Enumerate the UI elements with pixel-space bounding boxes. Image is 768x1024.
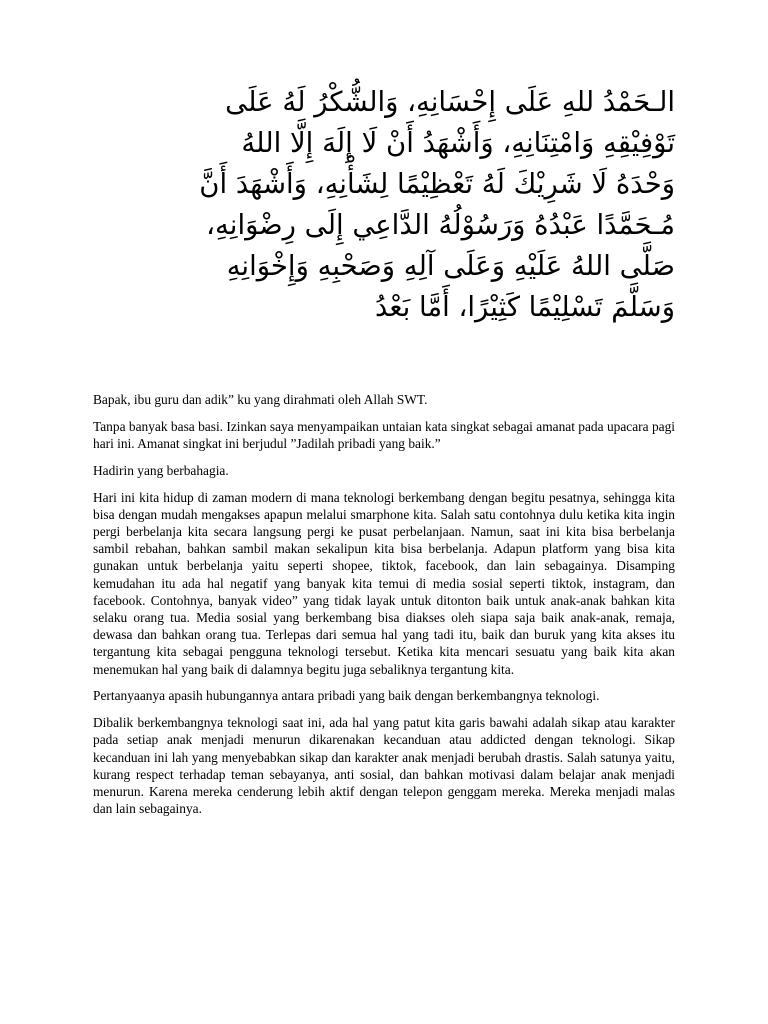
arabic-line: وَحْدَهُ لَا شَرِيْكَ لَهُ تَعْظِيْمًا لِشَأْنِهِ، وَأَشْهَدَ أَنَّ <box>199 168 675 200</box>
arabic-line: تَوْفِيْقِهِ وَامْتِنَانِهِ، وَأَشْهَدُ أَنْ لَا إِلَهَ إِلَّا اللهُ <box>241 127 675 159</box>
arabic-line: وَسَلَّمَ تَسْلِيْمًا كَثِيْرًا، أَمَّا بَعْدُ <box>374 291 675 323</box>
arabic-line: مُـحَمَّدًا عَبْدُهُ وَرَسُوْلُهُ الدَّاعِي إِلَى رِضْوَانِهِ، <box>206 209 675 241</box>
question-paragraph: Pertanyaanya apasih hubungannya antara pribadi yang baik dengan berkembangnya teknologi. <box>93 688 600 704</box>
intro-paragraph: Tanpa banyak basa basi. Izinkan saya menyampaikan untaian kata singkat sebagai amanat pada upacara pagi hari ini. Amanat singkat ini berjudul ”Jadilah pribadi yang baik.” <box>93 418 675 451</box>
arabic-opening-paragraph <box>90 82 675 328</box>
technology-paragraph: Hari ini kita hidup di zaman modern di mana teknologi berkembang dengan begitu pesatnya, sehingga kita bisa dengan mudah mengakses apapun melalui smarphone kita. Salah satu contohnya dulu ketika kita ingin pergi berbelanja kita secara langsung pergi ke pusat perbelanjaan. Namun, saat ini kita bisa berbelanja sambil rebahan, bahkan sambil makan sekalipun kita bisa berbelanja. Adapun platform yang bisa kita gunakan untuk berbelanja yaitu seperti shopee, tiktok, facebook, dan lain sebagainya. Disamping kemudahan itu ada hal negatif yang banyak kita temui di media sosial seperti tiktok, instagram, dan facebook. Contohnya, banyak video” yang tidak layak untuk ditonton baik untuk anak-anak bahkan kita selaku orang tua. Media sosial yang berkembang bisa diakses oleh siapa saja baik anak-anak, remaja, dewasa dan bahkan orang tua. Terlepas dari semua hal yang tadi itu, baik dan buruk yang kita akses itu tergantung kita sebagai pengguna teknologi tersebut. Ketika kita mencari sesuatu yang baik kita akan menemukan hal yang baik di dalamnya begitu juga sebaliknya tergantung kita. <box>93 489 675 677</box>
arabic-line: صَلَّى اللهُ عَلَيْهِ وَعَلَى آلِهِ وَصَحْبِهِ وَإِخْوَانِهِ <box>226 250 675 282</box>
character-paragraph: Dibalik berkembangnya teknologi saat ini, ada hal yang patut kita garis bawahi adalah sikap atau karakter pada setiap anak menjadi menurun dikarenakan kecanduan atau addicted dengan teknologi. Sikap kecanduan ini lah yang menyebabkan sikap dan karakter anak menjadi berubah drastis. Salah satunya yaitu, kurang respect terhadap teman sebayanya, anti sosial, dan bahkan motivasi dalam belajar anak menjadi menurun. Karena mereka cenderung lebih aktif dengan telepon genggam mereka. Mereka menjadi malas dan lain sebagainya. <box>93 715 675 817</box>
greeting-paragraph: Bapak, ibu guru dan adik” ku yang dirahmati oleh Allah SWT. <box>93 392 428 407</box>
arabic-line: الـحَمْدُ للهِ عَلَى إِحْسَانِهِ، وَالشُّكْرُ لَهُ عَلَى <box>225 86 675 118</box>
speech-body <box>93 391 675 827</box>
audience-greeting-paragraph: Hadirin yang berbahagia. <box>93 462 229 478</box>
